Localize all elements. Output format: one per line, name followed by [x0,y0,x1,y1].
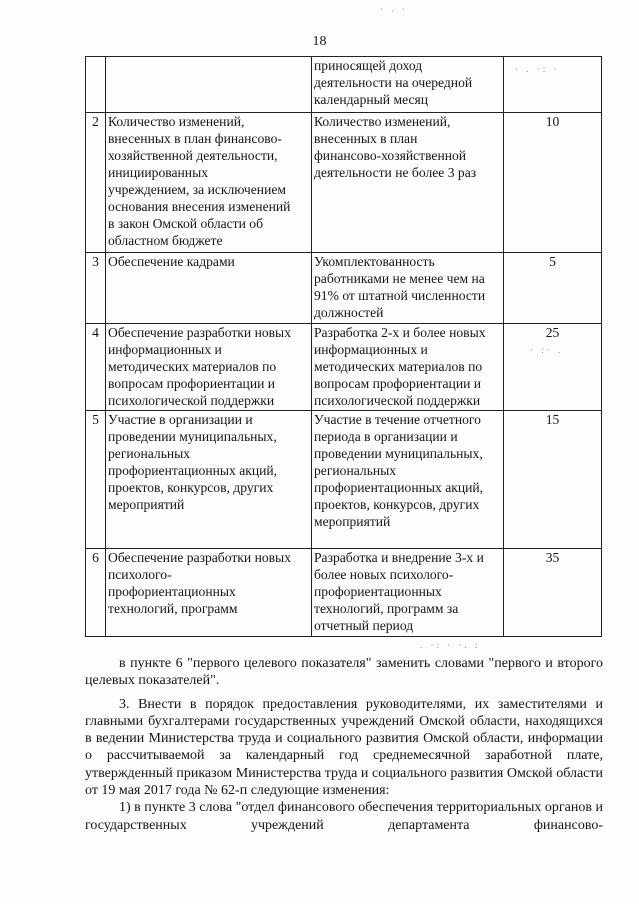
score-cell: 10 [504,113,602,253]
criterion-cell: Участие в организации и проведении муниципальных, региональных профориентационных акций, проектов, конкурсов, других мероприятий [106,411,312,549]
criterion-cell: Количество изменений, внесенных в план финансово- хозяйственной деятельности, инициированных учреждением, за исключением основания внесения изменений в закон Омской области об областном бюджете [106,113,312,253]
paragraph-subitem-1: 1) в пункте 3 слова "отдел финансового обеспечения территориальных органов и государственных учреждений департамента финансово- [85,800,603,833]
score-cell: 5 [504,253,602,324]
paragraph-item-3: 3. Внести в порядок предоставления руководителями, их заместителями и главными бухгалтерами государственных учреждений Омской области, находящихся в ведении Министерства труда и социального развития Омской области, информации о рассчитываемой за календарный год среднемесячной заработной плате, утвержденный приказом Министерства труда и социального развития Омской области от 19 мая 2017 года № 62-п следующие изменения: [85,696,603,799]
table-row [86,113,602,253]
condition-cell: Разработка и внедрение 3-х и более новых психолого- профориентационных технологий, программ за отчетный период [312,549,504,637]
criterion-cell: Обеспечение кадрами [106,253,312,324]
condition-cell: Участие в течение отчетного периода в организации и проведении муниципальных, региональных профориентационных акций, проектов, конкурсов, других мероприятий [312,411,504,549]
row-number-cell: 3 [86,253,106,324]
table-row [86,253,602,324]
condition-cell: Количество изменений, внесенных в план финансово-хозяйственной деятельности не более 3 раз [312,113,504,253]
row-number-cell: 2 [86,113,106,253]
body-text [85,655,603,834]
criterion-cell: Обеспечение разработки новых информационных и методических материалов по вопросам профориентации и психологической поддержки [106,324,312,411]
criterion-cell [106,57,312,113]
scan-noise: · :· . [530,345,564,355]
scan-noise: · . ·: · [515,64,560,74]
row-number-cell: 4 [86,324,106,411]
page-number: 18 [312,34,327,49]
condition-cell: приносящей доход деятельности на очередной календарный месяц [312,57,504,113]
paragraph-replacement-note: в пункте 6 "первого целевого показателя" заменить словами "первого и второго целевых показателей". [85,656,603,689]
table-row [86,324,602,411]
scan-noise: · . · [380,4,408,14]
row-number-cell: 6 [86,549,106,637]
condition-cell: Укомплектованность работниками не менее чем на 91% от штатной численности должностей [312,253,504,324]
table-row [86,411,602,549]
score-cell: 15 [504,411,602,549]
score-cell: 35 [504,549,602,637]
criterion-cell: Обеспечение разработки новых психолого- профориентационных технологий, программ [106,549,312,637]
condition-cell: Разработка 2-х и более новых информационных и методических материалов по вопросам профориентации и психологической поддержки [312,324,504,411]
row-number-cell: 5 [86,411,106,549]
row-number-cell [86,57,106,113]
scan-noise: . ·: · ·. : [420,640,481,650]
score-cell: 25 [504,324,602,411]
criteria-table [85,56,602,637]
table-row [86,549,602,637]
